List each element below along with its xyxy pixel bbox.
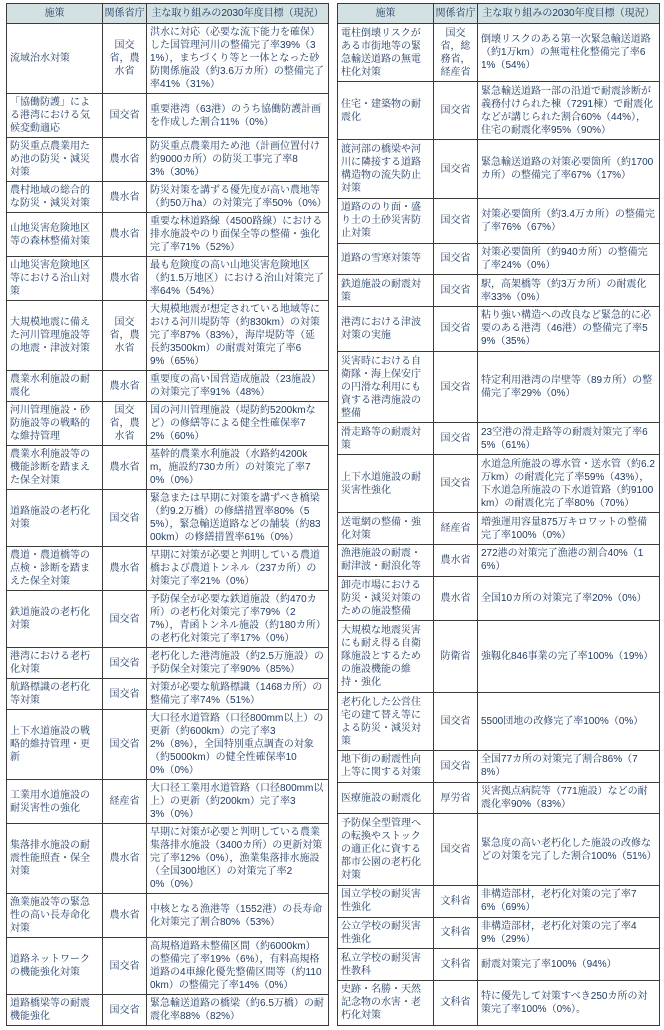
ministry-cell: 文科省 — [434, 949, 478, 981]
ministry-cell: 経産省 — [434, 513, 478, 545]
ministry-cell: 農水省 — [103, 371, 147, 402]
target-cell: 倒壊リスクのある第一次緊急輸送道路（約1万km）の無電柱化整備完了率61%（54%） — [478, 24, 660, 82]
table-row — [7, 591, 329, 648]
column-header-target: 主な取り組みの2030年度目標（現況） — [478, 4, 660, 24]
table-row — [7, 301, 329, 371]
target-cell: 5500団地の改修完了率100%（0%） — [478, 692, 660, 750]
measure-cell: 公立学校の耐災害性強化 — [338, 917, 434, 949]
table-row — [7, 371, 329, 402]
target-cell: 大規模地震が想定されている地域等における河川堤防等（約830km）の対策完了率87%（83%），海岸堤防等（延長約3500km）の耐震対策完了率69%（65%） — [147, 301, 329, 371]
measure-cell: 農村地域の総合的な防災・減災対策 — [7, 182, 103, 213]
table-row — [7, 402, 329, 446]
target-cell: 非構造部材，老朽化対策の完了率49%（29%） — [478, 917, 660, 949]
ministry-cell: 農水省 — [103, 894, 147, 938]
column-header-target: 主な取り組みの2030年度目標（現況） — [147, 4, 329, 24]
table-row — [7, 182, 329, 213]
measure-cell: 住宅・建築物の耐震化 — [338, 82, 434, 140]
measure-cell: 鉄道施設の耐震対策 — [338, 275, 434, 307]
target-cell: 早期に対策が必要と判明している農道橋および農道トンネル（237カ所）の対策完了率21%（0%） — [147, 547, 329, 591]
table-row — [338, 576, 660, 621]
measure-cell: 医療施設の耐震化 — [338, 782, 434, 814]
ministry-cell: 国交省 — [434, 198, 478, 243]
ministry-cell: 国交省 — [103, 679, 147, 710]
target-cell: 対策必要箇所（約3.4万カ所）の整備完了率76%（67%） — [478, 198, 660, 243]
ministry-cell: 国交省 — [103, 591, 147, 648]
ministry-cell: 国交省 — [103, 94, 147, 138]
ministry-cell: 国交省 — [434, 243, 478, 275]
measure-cell: 史跡・名勝・天然記念物の水害・老朽化対策 — [338, 980, 434, 1025]
ministry-cell: 国交省 — [103, 938, 147, 995]
measure-cell: 渡河部の橋梁や河川に隣接する道路構造物の流失防止対策 — [338, 140, 434, 198]
ministry-cell: 農水省 — [103, 824, 147, 894]
target-cell: 洪水に対応（必要な流下能力を確保）した国管理河川の整備完了率39%（31%），まちづくり等と一体となった砂防関係施設（約3.6万カ所）の整備完了率41%（31%） — [147, 24, 329, 94]
ministry-cell: 農水省 — [103, 213, 147, 257]
target-cell: 重要な林道路線（4500路線）における排水施設やのり面保全等の整備・強化完了率71%（52%） — [147, 213, 329, 257]
measure-cell: 災害時における自衛隊・海上保安庁の円滑な利用にも資する港湾施設の整備 — [338, 351, 434, 422]
target-cell: 重要度の高い国営造成施設（23施設）の対策完了率91%（48%） — [147, 371, 329, 402]
table-row — [338, 24, 660, 82]
table-row — [338, 423, 660, 455]
table-row — [338, 885, 660, 917]
measure-cell: 港湾における老朽化対策 — [7, 648, 103, 679]
table-row — [7, 257, 329, 301]
measure-cell: 地下街の耐震性向上等に関する対策 — [338, 751, 434, 783]
measure-cell: 「協働防護」による港湾における気候変動適応 — [7, 94, 103, 138]
measure-cell: 農道・農道橋等の点検・診断を踏まえた保全対策 — [7, 547, 103, 591]
ministry-cell: 国交省 — [103, 710, 147, 780]
table-row — [7, 995, 329, 1026]
target-cell: 272港の対策完了漁港の割合40%（16%） — [478, 544, 660, 576]
ministry-cell: 農水省 — [103, 182, 147, 213]
measure-cell: 上下水道施設の耐災害性強化 — [338, 454, 434, 512]
measure-cell: 山地災害危険地区等における治山対策 — [7, 257, 103, 301]
target-cell: 粘り強い構造への改良など緊急的に必要のある港湾（46港）の整備完了率59%（35%） — [478, 306, 660, 351]
measure-cell: 道路橋梁等の耐震機能強化 — [7, 995, 103, 1026]
ministry-cell: 国交省 — [103, 648, 147, 679]
measure-cell: 私立学校の耐災害性教科 — [338, 949, 434, 981]
ministry-cell: 国交省 — [434, 306, 478, 351]
table-row — [338, 544, 660, 576]
target-cell: 老朽化した港湾施設（約2.5万施設）の予防保全対策完了率90%（85%） — [147, 648, 329, 679]
target-cell: 緊急または早期に対策を講ずべき橋梁（約9.2万橋）の修繕措置率80%（55%），緊急輸送道路などの舗装（約8300km）の修繕措置率61%（0%） — [147, 490, 329, 547]
target-cell: 大口径工業用水道管路（口径800mm以上）の更新（約200km）完了率33%（0%） — [147, 780, 329, 824]
table-row — [338, 814, 660, 885]
target-cell: 国の河川管理施設（堤防約5200kmなど）の修繕等による健全性確保率72%（60%） — [147, 402, 329, 446]
ministry-cell: 国交省 — [434, 275, 478, 307]
table-row — [7, 938, 329, 995]
measure-cell: 卸売市場における防災・減災対策のための施設整備 — [338, 576, 434, 621]
table-row — [7, 894, 329, 938]
table-row — [338, 275, 660, 307]
ministry-cell: 国交省 — [434, 454, 478, 512]
target-cell: 防災重点農業用ため池（計画位置付け約9000カ所）の防災工事完了率83%（30%） — [147, 138, 329, 182]
target-cell: 重要港湾（63港）のうち協働防護計画を作成した割合11%（0%） — [147, 94, 329, 138]
target-cell: 防災対策を講ずる優先度が高い農地等（約50万ha）の対策完了率50%（0%） — [147, 182, 329, 213]
target-cell: 非構造部材，老朽化対策の完了率76%（69%） — [478, 885, 660, 917]
table-row — [338, 917, 660, 949]
measure-cell: 河川管理施設・砂防施設等の戦略的な維持管理 — [7, 402, 103, 446]
table-row — [7, 490, 329, 547]
measure-cell: 農業水利施設等の機能診断を踏まえた保全対策 — [7, 446, 103, 490]
target-cell: 耐震対策完了率100%（94%） — [478, 949, 660, 981]
ministry-cell: 国交省 — [434, 751, 478, 783]
ministry-cell: 国交省 — [434, 423, 478, 455]
table-row — [338, 949, 660, 981]
target-cell: 強靱化846事業の完了率100%（19%） — [478, 621, 660, 692]
ministry-cell: 国交省，農水省 — [103, 402, 147, 446]
ministry-cell: 国交省，総務省，経産省 — [434, 24, 478, 82]
measure-cell: 道路施設の老朽化対策 — [7, 490, 103, 547]
target-cell: 早期に対策が必要と判明している農業集落排水施設（3400カ所）の更新対策完了率12%（0%），漁業集落排水施設（全国300地区）の対策完了率20%（0%） — [147, 824, 329, 894]
table-row — [338, 140, 660, 198]
column-header-measure: 施策 — [338, 4, 434, 24]
table-row — [338, 751, 660, 783]
measure-cell: 大規模な地震災害にも耐え得る自衛隊施設とするための施設機能の維持・強化 — [338, 621, 434, 692]
table-row — [338, 513, 660, 545]
ministry-cell: 国交省 — [103, 490, 147, 547]
measure-cell: 予防保全型管理への転換やストックの適正化に資する都市公園の老朽化対策 — [338, 814, 434, 885]
measure-cell: 集落排水施設の耐震性能照査・保全対策 — [7, 824, 103, 894]
table-row — [338, 306, 660, 351]
table-row — [7, 94, 329, 138]
target-cell: 対策必要箇所（約940カ所）の整備完了率24%（0%） — [478, 243, 660, 275]
measure-cell: 道路の雪寒対策等 — [338, 243, 434, 275]
measure-cell: 漁業施設等の緊急性の高い長寿命化対策 — [7, 894, 103, 938]
measure-cell: 鉄道施設の老朽化対策 — [7, 591, 103, 648]
table-row — [338, 692, 660, 750]
target-cell: 緊急輸送道路一部の沿道で耐震診断が義務付けられた棟（7291棟）で耐震化などが講じられた割合60%（44%），住宅の耐震化率95%（90%） — [478, 82, 660, 140]
table-row — [338, 621, 660, 692]
table-row — [7, 547, 329, 591]
measure-cell: 防災重点農業用ため池の防災・減災対策 — [7, 138, 103, 182]
target-cell: 増強運用容量875万キロワットの整備完了率100%（0%） — [478, 513, 660, 545]
table-row — [338, 782, 660, 814]
measure-cell: 流域治水対策 — [7, 24, 103, 94]
measure-cell: 道路ネットワークの機能強化対策 — [7, 938, 103, 995]
measures-table-left — [6, 3, 329, 1026]
column-header-ministry: 関係省庁 — [434, 4, 478, 24]
target-cell: 特定利用港湾の岸壁等（89カ所）の整備完了率29%（0%） — [478, 351, 660, 422]
measure-cell: 電柱倒壊リスクがある市街地等の緊急輸送道路の無電柱化対策 — [338, 24, 434, 82]
ministry-cell: 国交省 — [434, 692, 478, 750]
measure-cell: 大規模地震に備えた河川管理施設等の地震・津波対策 — [7, 301, 103, 371]
measure-cell: 港湾における津波対策の実施 — [338, 306, 434, 351]
table-row — [338, 82, 660, 140]
ministry-cell: 経産省 — [103, 780, 147, 824]
target-cell: 中核となる漁港等（1552港）の長寿命化対策完了割合80%（53%） — [147, 894, 329, 938]
ministry-cell: 農水省 — [103, 257, 147, 301]
target-cell: 特に優先して対策すべき250カ所の対策完了率100%（0%）。 — [478, 980, 660, 1025]
table-row — [7, 446, 329, 490]
ministry-cell: 農水省 — [103, 446, 147, 490]
ministry-cell: 国交省 — [434, 814, 478, 885]
ministry-cell: 農水省 — [103, 547, 147, 591]
target-cell: 駅，高架橋等（約3万カ所）の耐震化率33%（0%） — [478, 275, 660, 307]
target-cell: 基幹的農業水利施設（水路約4200km，施設約730カ所）の対策完了率70%（0%） — [147, 446, 329, 490]
table-row — [7, 679, 329, 710]
ministry-cell: 国交省，農水省 — [103, 301, 147, 371]
ministry-cell: 国交省 — [103, 995, 147, 1026]
ministry-cell: 農水省 — [103, 138, 147, 182]
table-row — [7, 138, 329, 182]
table-row — [7, 24, 329, 94]
target-cell: 全国10カ所の対策完了率20%（0%） — [478, 576, 660, 621]
target-cell: 最も危険度の高い山地災害危険地区（約1.5万地区）における治山対策完了率64%（54%） — [147, 257, 329, 301]
ministry-cell: 文科省 — [434, 980, 478, 1025]
ministry-cell: 国交省 — [434, 351, 478, 422]
target-cell: 23空港の滑走路等の耐震対策完了率65%（61%） — [478, 423, 660, 455]
table-row — [338, 454, 660, 512]
target-cell: 緊急輸送道路の対策必要箇所（約1700カ所）の整備完了率67%（17%） — [478, 140, 660, 198]
ministry-cell: 文科省 — [434, 917, 478, 949]
ministry-cell: 農水省 — [434, 544, 478, 576]
target-cell: 災害拠点病院等（771施設）などの耐震化率90%（83%） — [478, 782, 660, 814]
target-cell: 緊急度の高い老朽化した施設の改修などの対策を完了した割合100%（51%） — [478, 814, 660, 885]
table-row — [338, 351, 660, 422]
table-row — [338, 243, 660, 275]
measures-table-right — [337, 3, 660, 1026]
measure-cell: 航路標識の老朽化等対策 — [7, 679, 103, 710]
target-cell: 大口径水道管路（口径800mm以上）の更新（約600km）の完了率32%（8%），全国特別重点調査の対象（約5000km）の健全性確保率100%（0%） — [147, 710, 329, 780]
measure-cell: 山地災害危険地区等の森林整備対策 — [7, 213, 103, 257]
measure-cell: 漁港施設の耐震・耐津波・耐浪化等 — [338, 544, 434, 576]
target-cell: 全国77カ所の対策完了割合86%（78%） — [478, 751, 660, 783]
target-cell: 予防保全が必要な鉄道施設（約470カ所）の老朽化対策完了率79%（27%），青函トンネル施設（約180カ所）の老朽化対策完了率17%（0%） — [147, 591, 329, 648]
measure-cell: 滑走路等の耐震対策 — [338, 423, 434, 455]
table-row — [338, 980, 660, 1025]
measure-cell: 送電網の整備・強化対策 — [338, 513, 434, 545]
table-row — [7, 824, 329, 894]
table-row — [338, 198, 660, 243]
measure-cell: 老朽化した公営住宅の建て替え等による防災・減災対策 — [338, 692, 434, 750]
measure-cell: 上下水道施設の戦略的維持管理・更新 — [7, 710, 103, 780]
ministry-cell: 厚労省 — [434, 782, 478, 814]
column-header-measure: 施策 — [7, 4, 103, 24]
table-row — [7, 710, 329, 780]
table-row — [7, 213, 329, 257]
target-cell: 対策が必要な航路標識（1468カ所）の整備完了率74%（51%） — [147, 679, 329, 710]
ministry-cell: 農水省 — [434, 576, 478, 621]
header-row — [7, 4, 329, 24]
measure-cell: 国立学校の耐災害性強化 — [338, 885, 434, 917]
table-row — [7, 648, 329, 679]
column-header-ministry: 関係省庁 — [103, 4, 147, 24]
ministry-cell: 防衛省 — [434, 621, 478, 692]
ministry-cell: 国交省 — [434, 140, 478, 198]
target-cell: 水道急所施設の導水管・送水管（約6.2万km）の耐震化完了率59%（43%），下水道急所施設の下水道管路（約9100km）の耐震化完了率80%（70%） — [478, 454, 660, 512]
target-cell: 緊急輸送道路の橋梁（約6.5万橋）の耐震化率88%（82%） — [147, 995, 329, 1026]
ministry-cell: 文科省 — [434, 885, 478, 917]
target-cell: 高規格道路未整備区間（約6000km）の整備完了率19%（6%），有料高規格道路の4車線化優先整備区間等（約1100km）の整備完了率14%（0%） — [147, 938, 329, 995]
ministry-cell: 国交省，農水省 — [103, 24, 147, 94]
measure-cell: 道路ののり面・盛り土の土砂災害防止対策 — [338, 198, 434, 243]
ministry-cell: 国交省 — [434, 82, 478, 140]
header-row — [338, 4, 660, 24]
measure-cell: 農業水利施設の耐震化 — [7, 371, 103, 402]
table-row — [7, 780, 329, 824]
measure-cell: 工業用水道施設の耐災害性の強化 — [7, 780, 103, 824]
